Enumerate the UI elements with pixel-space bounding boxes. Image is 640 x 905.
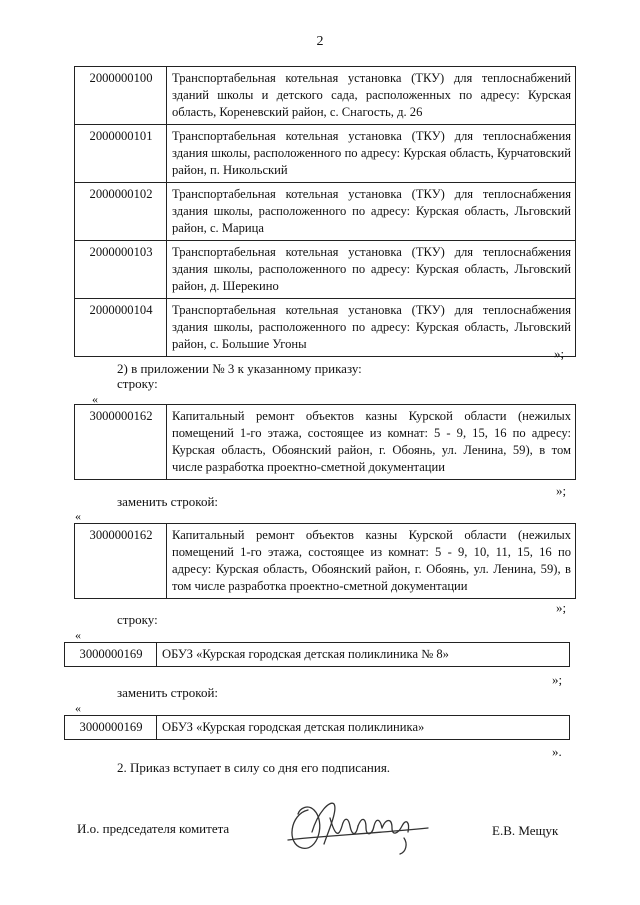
code-cell: 2000000101 — [75, 125, 167, 183]
opening-quote: « — [75, 628, 81, 642]
code-cell: 3000000169 — [65, 716, 157, 740]
item-2: 2. Приказ вступает в силу со дня его подписания. — [117, 760, 391, 775]
table-row — [65, 716, 570, 740]
table-5 — [64, 715, 570, 740]
closing-quote: »; — [554, 346, 565, 361]
label-zamenit: заменить строкой: — [117, 685, 219, 700]
closing-quote: »; — [556, 483, 567, 498]
signatory-name: Е.В. Мещук — [492, 823, 559, 838]
table-row — [75, 125, 576, 183]
table-row — [75, 405, 576, 480]
table-2 — [74, 404, 576, 480]
code-cell: 3000000169 — [65, 643, 157, 667]
description-cell: Капитальный ремонт объектов казны Курской области (нежилых помещений 1-го этажа, состоящее из комнат: 5 - 9, 10, 11, 15, 16 по адресу: Курская область, Обоянский район, г. Обоянь, ул. Ленина, 59), в том числе разработка проектно-сметной документации — [167, 524, 576, 599]
closing-quote: ». — [552, 744, 562, 759]
table-row — [75, 524, 576, 599]
signature — [278, 792, 438, 862]
code-cell: 2000000100 — [75, 67, 167, 125]
paragraph-2: 2) в приложении № 3 к указанному приказу: — [117, 361, 362, 376]
table-row — [65, 643, 570, 667]
code-cell: 2000000103 — [75, 241, 167, 299]
description-cell: Транспортабельная котельная установка (ТКУ) для теплоснабжений зданий школы и детского сада, расположенных по адресу: Курская область, Кореневский район, с. Снагость, д. 26 — [167, 67, 576, 125]
table-1 — [74, 66, 576, 357]
description-cell: ОБУЗ «Курская городская детская поликлиника № 8» — [157, 643, 570, 667]
code-cell: 2000000102 — [75, 183, 167, 241]
code-cell: 3000000162 — [75, 405, 167, 480]
description-cell: Транспортабельная котельная установка (ТКУ) для теплоснабжения здания школы, расположенного по адресу: Курская область, Курчатовский район, п. Никольский — [167, 125, 576, 183]
opening-quote: « — [75, 509, 81, 523]
table-row — [75, 299, 576, 357]
description-cell: Капитальный ремонт объектов казны Курской области (нежилых помещений 1-го этажа, состоящее из комнат: 5 - 9, 15, 16 по адресу: Курская область, Обоянский район, г. Обоянь, ул. Ленина, 59), в том числе разработка проектно-сметной документации — [167, 405, 576, 480]
table-row — [75, 67, 576, 125]
opening-quote: « — [75, 701, 81, 715]
description-cell: Транспортабельная котельная установка (ТКУ) для теплоснабжения здания школы, расположенного по адресу: Курская область, Льговский район, д. Шерекино — [167, 241, 576, 299]
code-cell: 2000000104 — [75, 299, 167, 357]
table-4 — [64, 642, 570, 667]
table-row — [75, 241, 576, 299]
label-zamenit: заменить строкой: — [117, 494, 219, 509]
label-stroku: строку: — [117, 376, 158, 391]
label-stroku: строку: — [117, 612, 158, 627]
description-cell: Транспортабельная котельная установка (ТКУ) для теплоснабжения здания школы, расположенного по адресу: Курская область, Льговский район, с. Большие Угоны — [167, 299, 576, 357]
table-3 — [74, 523, 576, 599]
page-number: 2 — [316, 34, 324, 49]
table-row — [75, 183, 576, 241]
code-cell: 3000000162 — [75, 524, 167, 599]
description-cell: ОБУЗ «Курская городская детская поликлиника» — [157, 716, 570, 740]
signatory-title: И.о. председателя комитета — [77, 821, 230, 836]
description-cell: Транспортабельная котельная установка (ТКУ) для теплоснабжения здания школы, расположенного по адресу: Курская область, Льговский район, с. Марица — [167, 183, 576, 241]
closing-quote: »; — [556, 600, 567, 615]
opening-quote: « — [92, 392, 98, 406]
closing-quote: »; — [552, 672, 563, 687]
